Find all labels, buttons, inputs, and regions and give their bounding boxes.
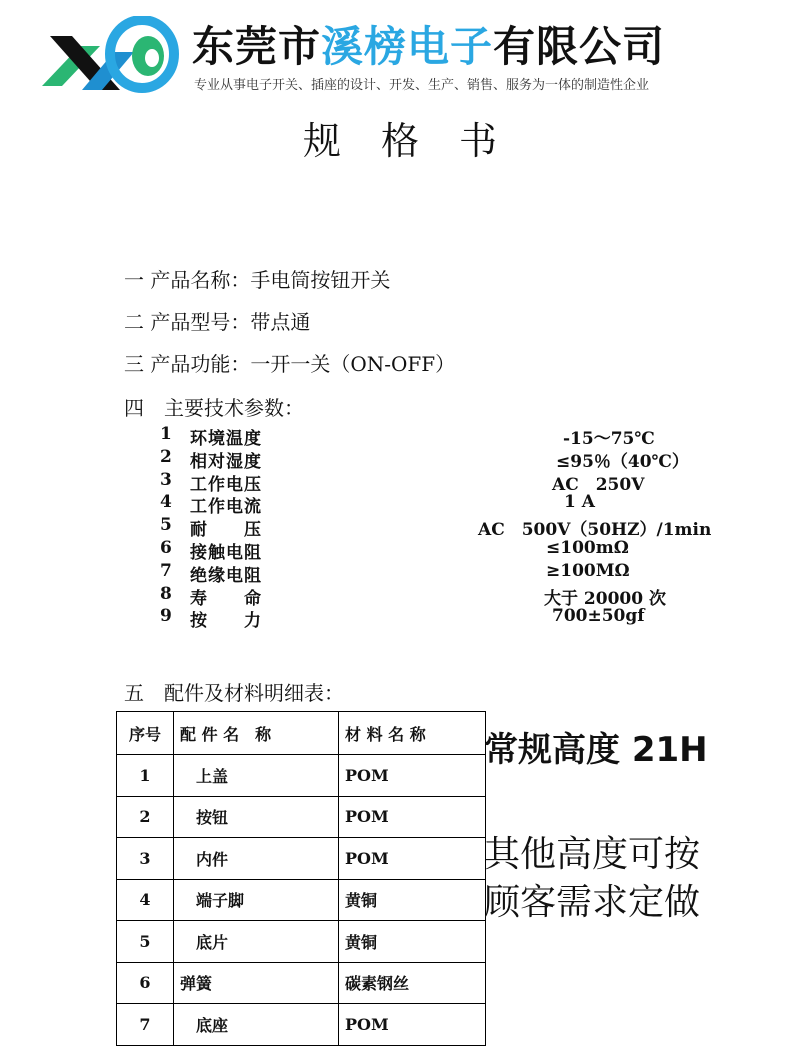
param-row: 2 相对湿度 ≤95％（40℃） [160, 446, 689, 472]
param-row: 3 工作电压 AC 250V [160, 469, 645, 495]
table-row: 4 端子脚 黄铜 [117, 879, 486, 921]
document-title: 规格书 [302, 119, 537, 163]
param-row: 5 耐 压 AC 500V（50HZ）/1min [160, 515, 712, 541]
param-row: 6 接触电阻 ≤100mΩ [160, 537, 629, 563]
tech-params-list [160, 424, 720, 632]
param-row: 1 环境温度 -15～75℃ [160, 424, 655, 449]
param-row: 7 绝缘电阻 ≥100MΩ [160, 560, 630, 586]
product-function-line: 三 产品功能：一开一关（ON-OFF） [124, 352, 456, 376]
custom-height-note-line2: 顾客需求定做 [484, 882, 701, 923]
param-row: 9 按 力 700±50gf [160, 606, 645, 632]
company-tagline: 专业从事电子开关、插座的设计、开发、生产、销售、服务为一体的制造性企业 [194, 78, 650, 93]
tech-params-heading: 四 主要技术参数： [124, 396, 304, 420]
header-cell-no: 序号 [117, 712, 174, 755]
table-row: 5 底片 黄铜 [117, 921, 486, 963]
table-row: 7 底座 POM [117, 1004, 486, 1046]
product-model-line: 二 产品型号：带点通 [124, 310, 311, 334]
table-row: 1 上盖 POM [117, 755, 486, 797]
letterhead [0, 0, 800, 100]
parts-table [116, 711, 486, 1046]
table-row: 6 弹簧 碳素钢丝 [117, 962, 486, 1004]
company-name: 东莞市溪榜电子有限公司 [192, 22, 666, 71]
param-row: 8 寿 命 大于 20000 次 [160, 583, 666, 609]
header-cell-material: 材 料 名 称 [339, 712, 486, 755]
company-logo [42, 16, 182, 94]
custom-height-note-line1: 其他高度可按 [484, 834, 701, 875]
product-name-line: 一 产品名称：手电筒按钮开关 [124, 268, 391, 292]
table-row: 2 按钮 POM [117, 796, 486, 838]
table-row: 3 内件 POM [117, 838, 486, 880]
table-header-row [117, 712, 486, 755]
header-cell-part: 配 件 名 称 [174, 712, 339, 755]
parts-heading: 五 配件及材料明细表： [124, 681, 344, 705]
standard-height-note: 常规高度 21H [484, 730, 708, 770]
param-row: 4 工作电流 1 A [160, 492, 595, 518]
